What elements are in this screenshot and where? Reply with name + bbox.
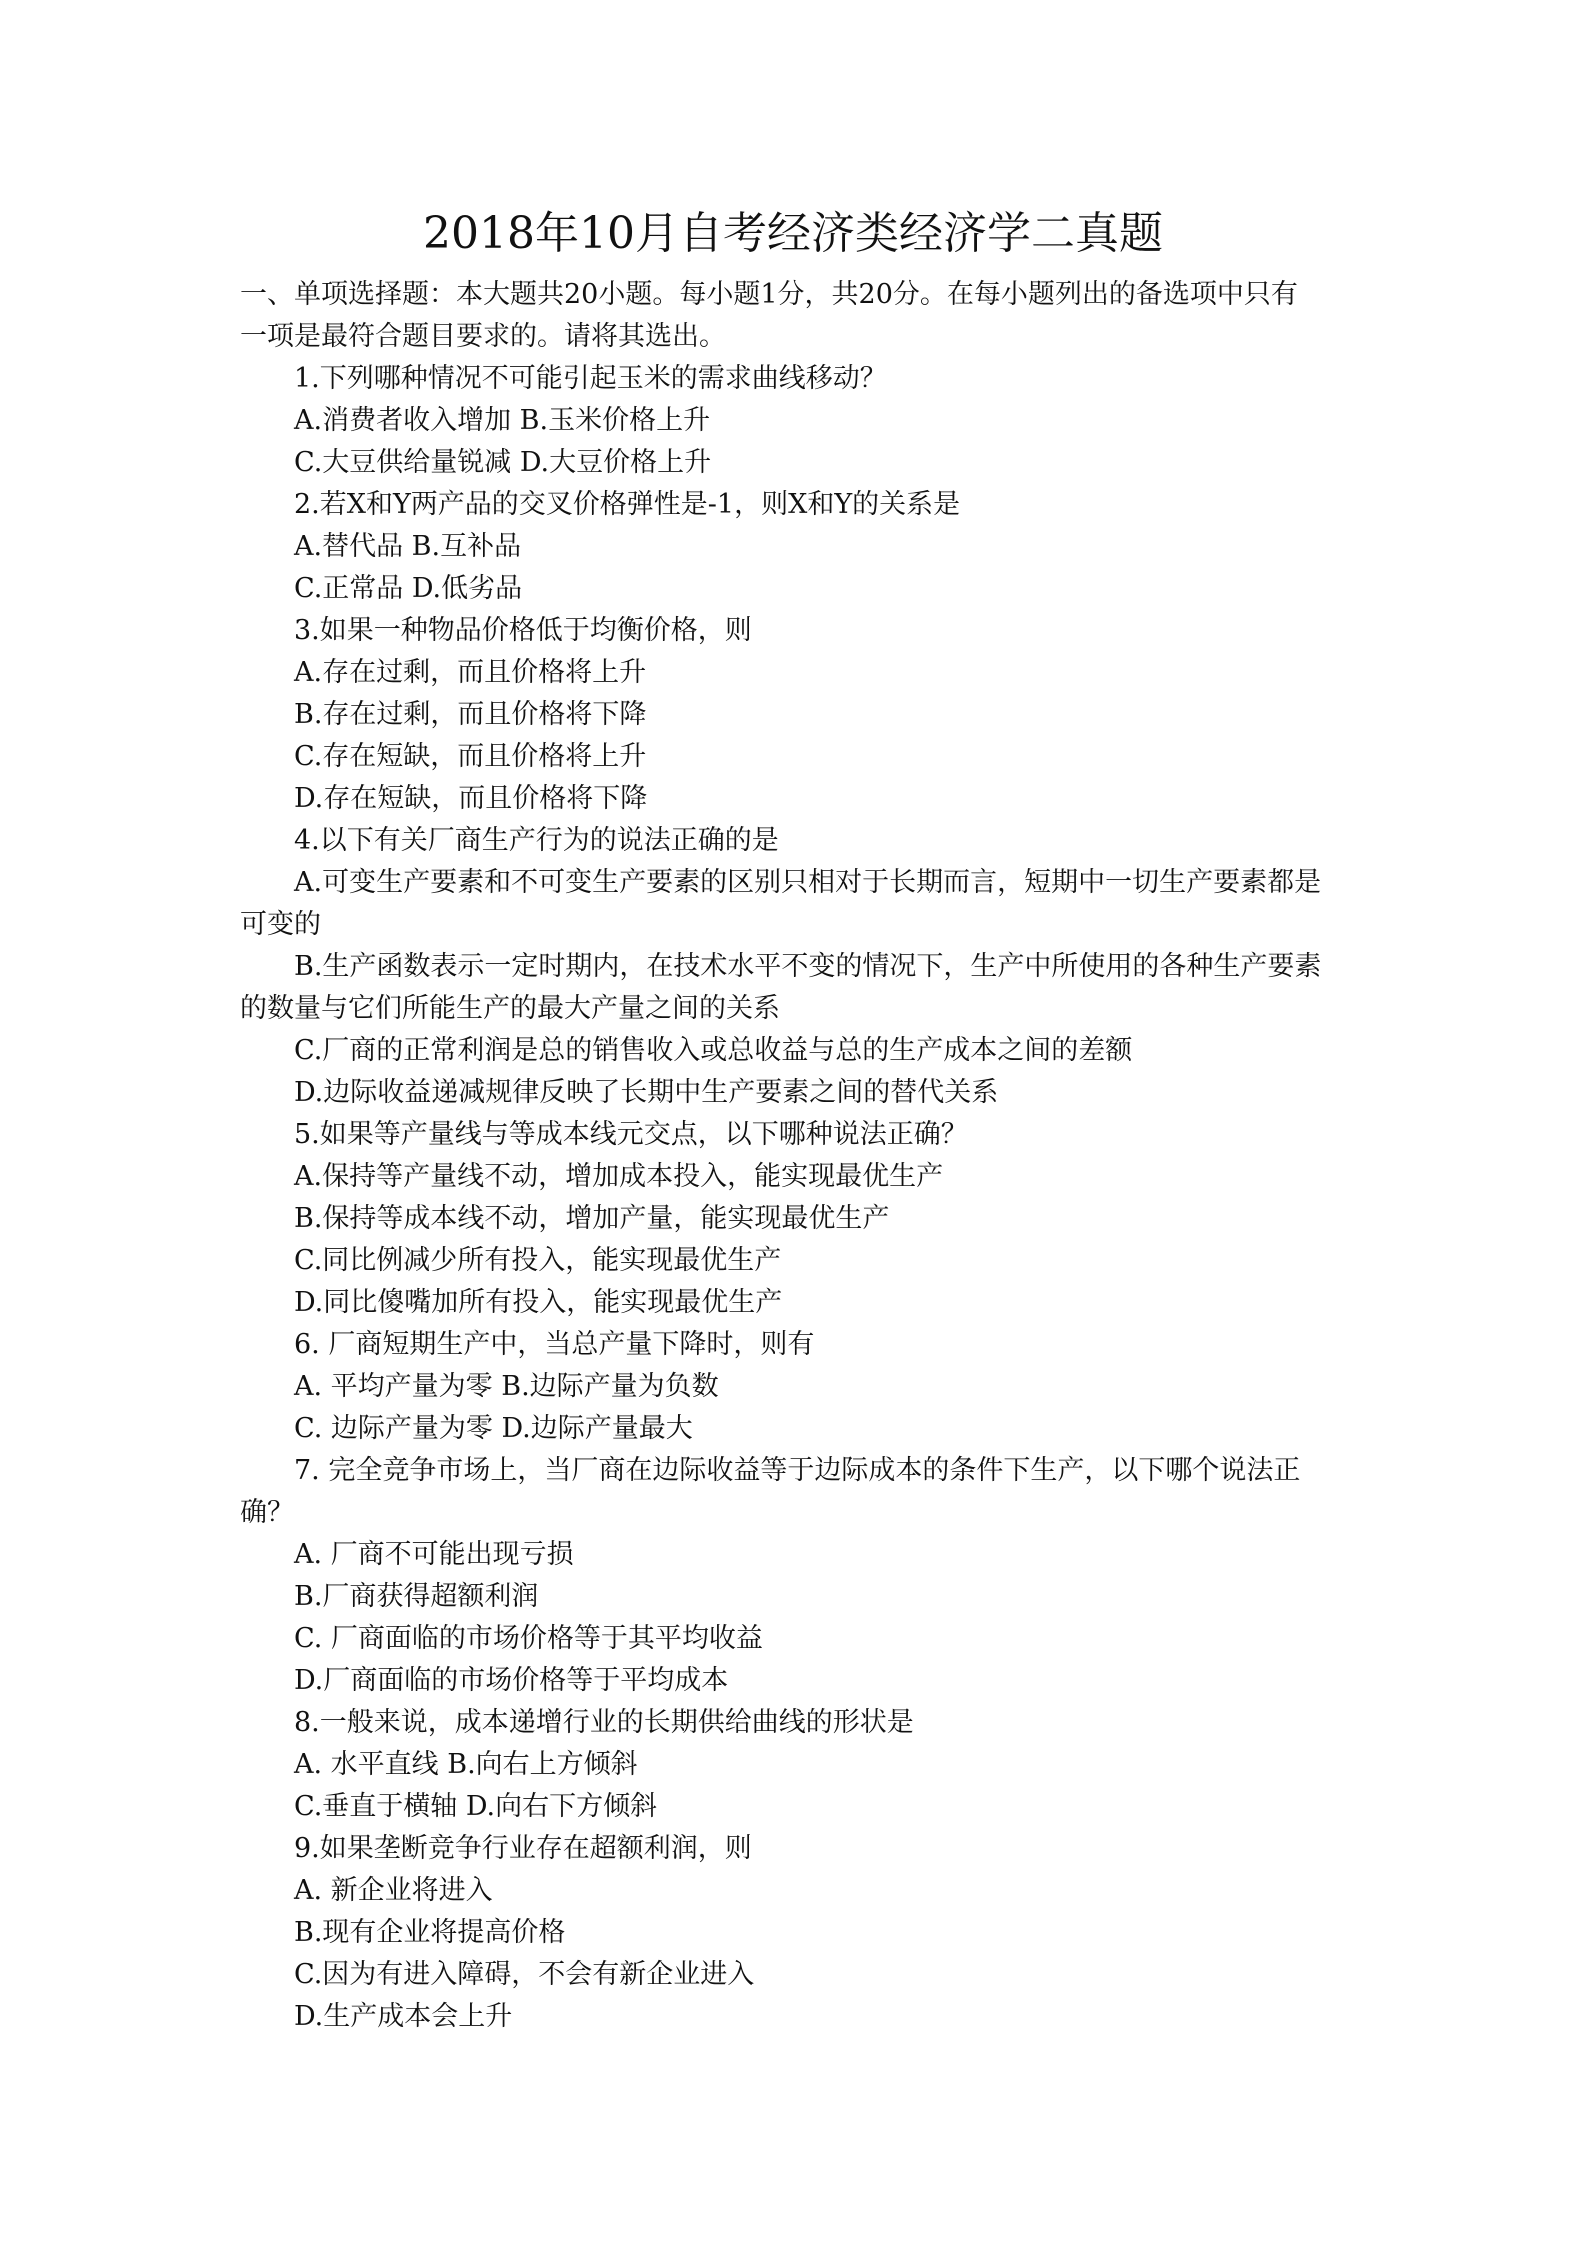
- page-title: 2018年10月自考经济类经济学二真题: [423, 208, 1163, 259]
- text-line: 8.一般来说，成本递增行业的长期供给曲线的形状是: [294, 1707, 914, 1738]
- text-line: A. 平均产量为零 B.边际产量为负数: [294, 1371, 719, 1402]
- text-line: 可变的: [240, 909, 321, 940]
- text-line: D.存在短缺，而且价格将下降: [294, 783, 648, 814]
- text-line: C.因为有进入障碍，不会有新企业进入: [294, 1959, 755, 1990]
- text-line: 6. 厂商短期生产中，当总产量下降时，则有: [294, 1329, 815, 1360]
- text-line: 5.如果等产量线与等成本线元交点，以下哪种说法正确？: [294, 1119, 968, 1150]
- text-line: A. 水平直线 B.向右上方倾斜: [294, 1749, 638, 1780]
- text-line: C. 厂商面临的市场价格等于其平均收益: [294, 1623, 763, 1654]
- text-line: 3.如果一种物品价格低于均衡价格，则: [294, 615, 752, 646]
- text-line: A.消费者收入增加 B.玉米价格上升: [294, 405, 711, 436]
- text-line: 4.以下有关厂商生产行为的说法正确的是: [294, 825, 779, 856]
- text-line: C.同比例减少所有投入，能实现最优生产: [294, 1245, 782, 1276]
- text-line: D.同比傻嘴加所有投入，能实现最优生产: [294, 1287, 783, 1318]
- text-line: 7. 完全竞争市场上，当厂商在边际收益等于边际成本的条件下生产，以下哪个说法正: [294, 1455, 1301, 1486]
- text-line: A. 新企业将进入: [294, 1875, 493, 1906]
- text-line: B.现有企业将提高价格: [294, 1917, 566, 1948]
- text-line: C.存在短缺，而且价格将上升: [294, 741, 647, 772]
- text-line: B.生产函数表示一定时期内，在技术水平不变的情况下，生产中所使用的各种生产要素: [294, 951, 1322, 982]
- text-line: C.垂直于横轴 D.向右下方倾斜: [294, 1791, 658, 1822]
- text-line: A. 厂商不可能出现亏损: [294, 1539, 574, 1570]
- text-line: 1.下列哪种情况不可能引起玉米的需求曲线移动？: [294, 363, 887, 394]
- text-line: C. 边际产量为零 D.边际产量最大: [294, 1413, 693, 1444]
- text-line: 2.若X和Y两产品的交叉价格弹性是-1，则X和Y的关系是: [294, 489, 961, 520]
- text-line: 确？: [240, 1497, 294, 1528]
- text-line: A.保持等产量线不动，增加成本投入，能实现最优生产: [294, 1161, 944, 1192]
- text-line: 一、单项选择题：本大题共20小题。每小题1分，共20分。在每小题列出的备选项中只有: [240, 279, 1298, 310]
- text-line: 一项是最符合题目要求的。请将其选出。: [240, 321, 726, 352]
- text-line: 9.如果垄断竞争行业存在超额利润，则: [294, 1833, 752, 1864]
- text-line: B.厂商获得超额利润: [294, 1581, 539, 1612]
- text-line: D.生产成本会上升: [294, 2001, 513, 2032]
- document-body: [240, 274, 1356, 2038]
- text-line: B.存在过剩，而且价格将下降: [294, 699, 647, 730]
- text-line: A.可变生产要素和不可变生产要素的区别只相对于长期而言，短期中一切生产要素都是: [294, 867, 1322, 898]
- text-line: D.厂商面临的市场价格等于平均成本: [294, 1665, 729, 1696]
- text-line: A.存在过剩，而且价格将上升: [294, 657, 647, 688]
- text-line: C.大豆供给量锐减 D.大豆价格上升: [294, 447, 712, 478]
- text-line: D.边际收益递减规律反映了长期中生产要素之间的替代关系: [294, 1077, 999, 1108]
- text-line: C.厂商的正常利润是总的销售收入或总收益与总的生产成本之间的差额: [294, 1035, 1133, 1066]
- text-line: B.保持等成本线不动，增加产量，能实现最优生产: [294, 1203, 890, 1234]
- text-line: 的数量与它们所能生产的最大产量之间的关系: [240, 993, 780, 1024]
- text-line: C.正常品 D.低劣品: [294, 573, 523, 604]
- text-line: A.替代品 B.互补品: [294, 531, 522, 562]
